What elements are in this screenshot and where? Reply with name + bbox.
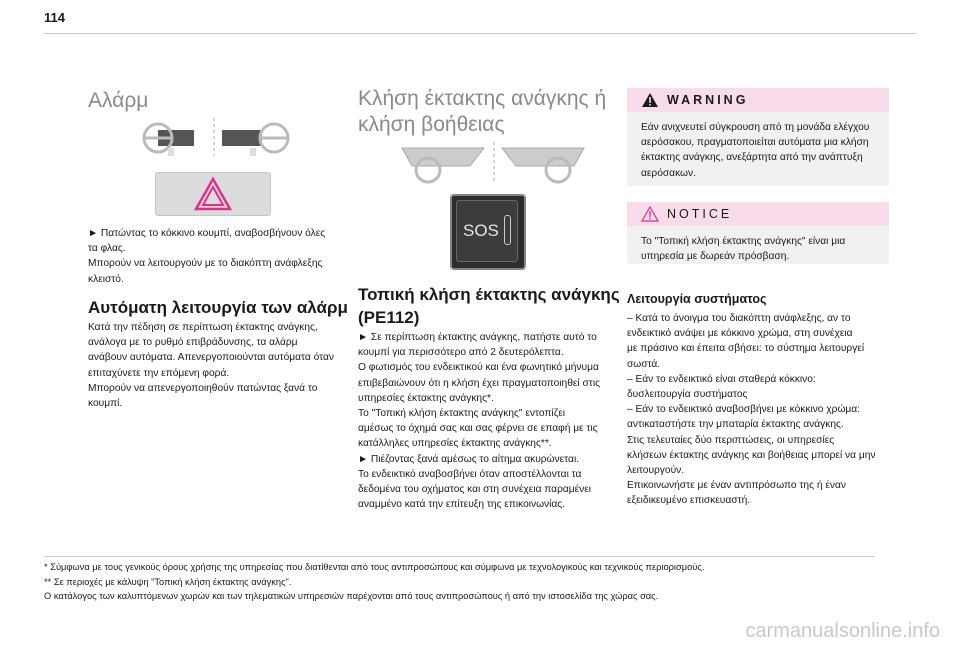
top-divider <box>44 33 916 34</box>
hazard-intro-text: ► Πατώντας το κόκκινο κουμπί, αναβοσβήνουν όλες τα φλας. Μπορούν να λειτουργούν με το διακόπτη ανάφλεξης κλειστό. <box>88 228 326 285</box>
notice-triangle-icon <box>641 206 659 222</box>
hazard-button-panel <box>155 172 271 216</box>
system-operation-heading: Λειτουργία συστήματος <box>627 292 767 306</box>
warning-triangle-icon <box>641 92 659 108</box>
footnotes: * Σύμφωνα με τους γενικούς όρους χρήσης της υπηρεσίας που διατίθενται από τους αντιπροσώπους και σύμφωνα με τεχνολογικούς και τεχνικούς περιορισμούς. ** Σε περιοχές με κάλυψη "Τοπική κλήση έκτακτης ανάγκης". Ο κατάλογος των καλυπτόμενων χωρών και των τηλεματικών υπηρεσιών παρέχονται από τους αντιπροσώπους ή από την ιστοσελίδα της χώρας σας. <box>44 562 705 601</box>
auto-hazard-text: Κατά την πέδηση σε περίπτωση έκτακτης ανάγκης, ανάλογα με το ρυθμό επιβράδυνσης, τα αλάρμ ανάβουν αυτόματα. Απενεργοποιούνται αυτόματα όταν επιταχύνετε την επόμενη φορά. Μπορούν να απενεργοποιηθούν πατώντας ξανά το κουμπί. <box>88 322 334 410</box>
notice-label: NOTICE <box>667 207 733 221</box>
sos-button-panel <box>450 194 526 270</box>
page-number: 114 <box>44 10 65 25</box>
console-left <box>402 148 484 166</box>
watermark: carmanualsonline.info <box>745 620 940 642</box>
auto-hazard-heading: Αυτόματη λειτουργία των αλάρμ <box>88 298 348 317</box>
steering-wheel-illustration <box>138 116 308 158</box>
notice-text: Το "Τοπική κλήση έκτακτης ανάγκης" είναι μια υπηρεσία με δωρεάν πρόσβαση. <box>641 236 846 263</box>
emergency-call-title: Κλήση έκτακτης ανάγκης ή κλήση βοήθειας <box>358 87 607 136</box>
warning-header <box>627 88 889 112</box>
console-right <box>502 148 584 166</box>
sos-label: SOS <box>463 221 499 240</box>
sos-button[interactable] <box>456 200 518 262</box>
hazard-triangle-icon <box>156 173 270 215</box>
hazard-title: Αλάρμ <box>88 89 149 112</box>
local-emergency-heading: Τοπική κλήση έκτακτης ανάγκης (PE112) <box>358 285 620 327</box>
warning-text: Εάν ανιχνευτεί σύγκρουση από τη μονάδα ελέγχου αερόσακου, πραγματοποιείται αυτόματα μια κλήση έκτακτης ανάγκης, ανεξάρτητα από την ανάπτυξη αερόσακων. <box>641 122 870 179</box>
notice-box <box>627 202 889 264</box>
notice-header <box>627 202 889 226</box>
ceiling-console-illustration <box>398 140 588 184</box>
dash-console-right <box>222 130 262 146</box>
warning-label: WARNING <box>667 93 749 107</box>
footnote-divider <box>44 556 874 557</box>
local-emergency-text: ► Σε περίπτωση έκτακτης ανάγκης, πατήστε αυτό το κουμπί για περισσότερο από 2 δευτερόλεπτα. Ο φωτισμός του ενδεικτικού και ένα φωνητικό μήνυμα επιβεβαιώνουν ότι η κλήση έχει πραγματοποιηθεί στις υπηρεσίες έκτακτης ανάγκης*. Το "Τοπική κλήση έκτακτης ανάγκης" εντοπίζει αμέσως το όχημά σας και σας φέρνει σε επαφή με τις κατάλληλες υπηρεσίες έκτακτης ανάγκης**. ► Πιέζοντας ξανά αμέσως το αίτημα ακυρώνεται. Το ενδεικτικό αναβοσβήνει όταν αποστέλλονται τα δεδομένα του οχήματος και στη συνέχεια παραμένει αναμμένο κατά την επίτευξη της επικοινωνίας. <box>358 332 600 511</box>
sos-indicator-icon <box>504 215 511 245</box>
system-operation-text: – Κατά το άνοιγμα του διακόπτη ανάφλεξης, αν το ενδεικτικό ανάψει με κόκκινο χρώμα, στη συνέχεια με πράσινο και έπειτα σβήσει: το σύστημα λειτουργεί σωστά. – Εάν το ενδεικτικό είναι σταθερά κόκκινο: δυσλειτουργία συστήματος – Εάν το ενδεικτικό αναβοσβήνει με κόκκινο χρώμα: αντικαταστήστε την μπαταρία έκτακτης ανάγκης. Στις τελευταίες δύο περιπτώσεις, οι υπηρεσίες κλήσεων έκτακτης ανάγκης και βοήθειας μπορεί να μην λειτουργούν. Επικοινωνήστε με έναν αντιπρόσωπο της ή έναν εξειδικευμένο επισκευαστή. <box>627 313 876 507</box>
warning-box <box>627 88 889 186</box>
